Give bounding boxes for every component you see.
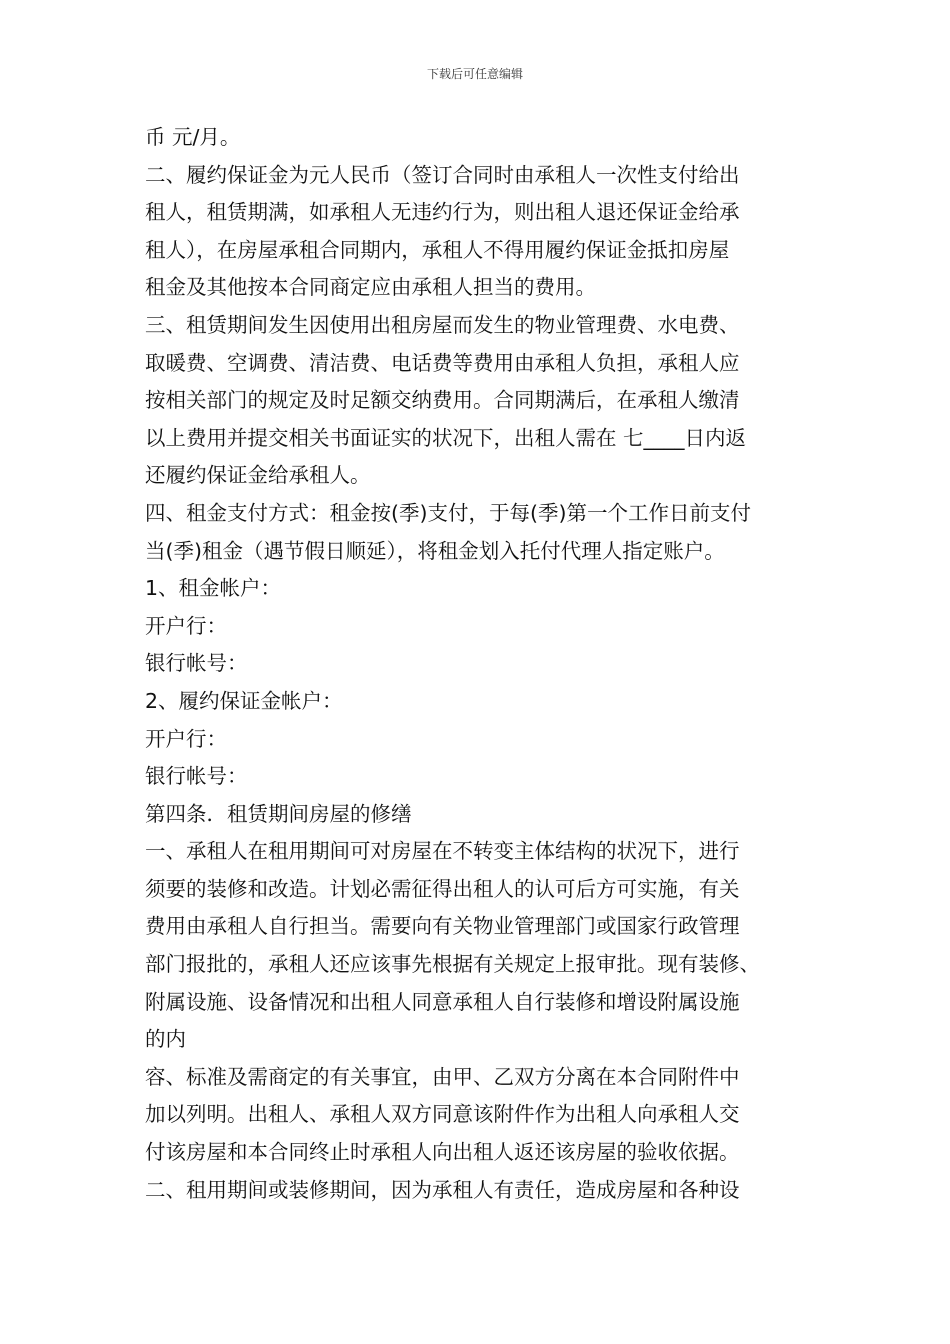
- text-line: 三、租赁期间发生因使用出租房屋而发生的物业管理费、水电费、: [145, 312, 740, 337]
- text-line: 租人，租赁期满，如承租人无违约行为，则出租人退还保证金给承: [145, 200, 740, 225]
- text-line: 开户行：: [145, 613, 227, 638]
- section-heading: 第四条．租赁期间房屋的修缮: [145, 801, 412, 826]
- text-line: 租人），在房屋承租合同期内，承租人不得用履约保证金抵扣房屋: [145, 237, 730, 262]
- text-line: 还履约保证金给承租人。: [145, 463, 371, 488]
- text-line: 币 元/月。: [145, 125, 241, 149]
- text-line: 取暖费、空调费、清洁费、电话费等费用由承租人负担，承租人应: [145, 350, 740, 375]
- text-line: 按相关部门的规定及时足额交纳费用。合同期满后，在承租人缴清: [145, 388, 740, 413]
- text-line: 租金及其他按本合同商定应由承租人担当的费用。: [145, 275, 596, 300]
- text-line: 2、履约保证金帐户：: [145, 688, 343, 713]
- document-body: [145, 119, 820, 1209]
- text-line: 当(季)租金（遇节假日顺延），将租金划入托付代理人指定账户。: [145, 538, 725, 563]
- text-line: 付该房屋和本合同终止时承租人向出租人返还该房屋的验收依据。: [145, 1140, 740, 1165]
- text-line: 一、承租人在租用期间可对房屋在不转变主体结构的状况下，进行: [145, 839, 740, 864]
- text-line: 以上费用并提交相关书面证实的状况下，出租人需在 七____日内返: [145, 425, 747, 450]
- text-line: 费用由承租人自行担当。需要向有关物业管理部门或国家行政管理: [145, 914, 740, 939]
- text-line: 附属设施、设备情况和出租人同意承租人自行装修和增设附属设施: [145, 989, 740, 1014]
- text-line: 银行帐号：: [145, 651, 248, 676]
- text-line: 部门报批的，承租人还应该事先根据有关规定上报审批。现有装修、: [145, 952, 760, 977]
- text-line: 银行帐号：: [145, 764, 248, 789]
- text-line: 的内: [145, 1027, 186, 1052]
- text-line: 开户行：: [145, 726, 227, 751]
- text-line: 1、租金帐户：: [145, 576, 282, 601]
- text-line: 四、租金支付方式：租金按(季)支付，于每(季)第一个工作日前支付: [145, 500, 751, 525]
- page-header: 下载后可任意编辑: [426, 67, 523, 81]
- text-line: 加以列明。出租人、承租人双方同意该附件作为出租人向承租人交: [145, 1102, 740, 1127]
- text-line: 二、租用期间或装修期间，因为承租人有责任，造成房屋和各种设: [145, 1177, 740, 1202]
- text-line: 须要的装修和改造。计划必需征得出租人的认可后方可实施，有关: [145, 876, 740, 901]
- text-line: 二、履约保证金为元人民币（签订合同时由承租人一次性支付给出: [145, 162, 740, 187]
- text-line: 容、标准及需商定的有关事宜，由甲、乙双方分离在本合同附件中: [145, 1064, 740, 1089]
